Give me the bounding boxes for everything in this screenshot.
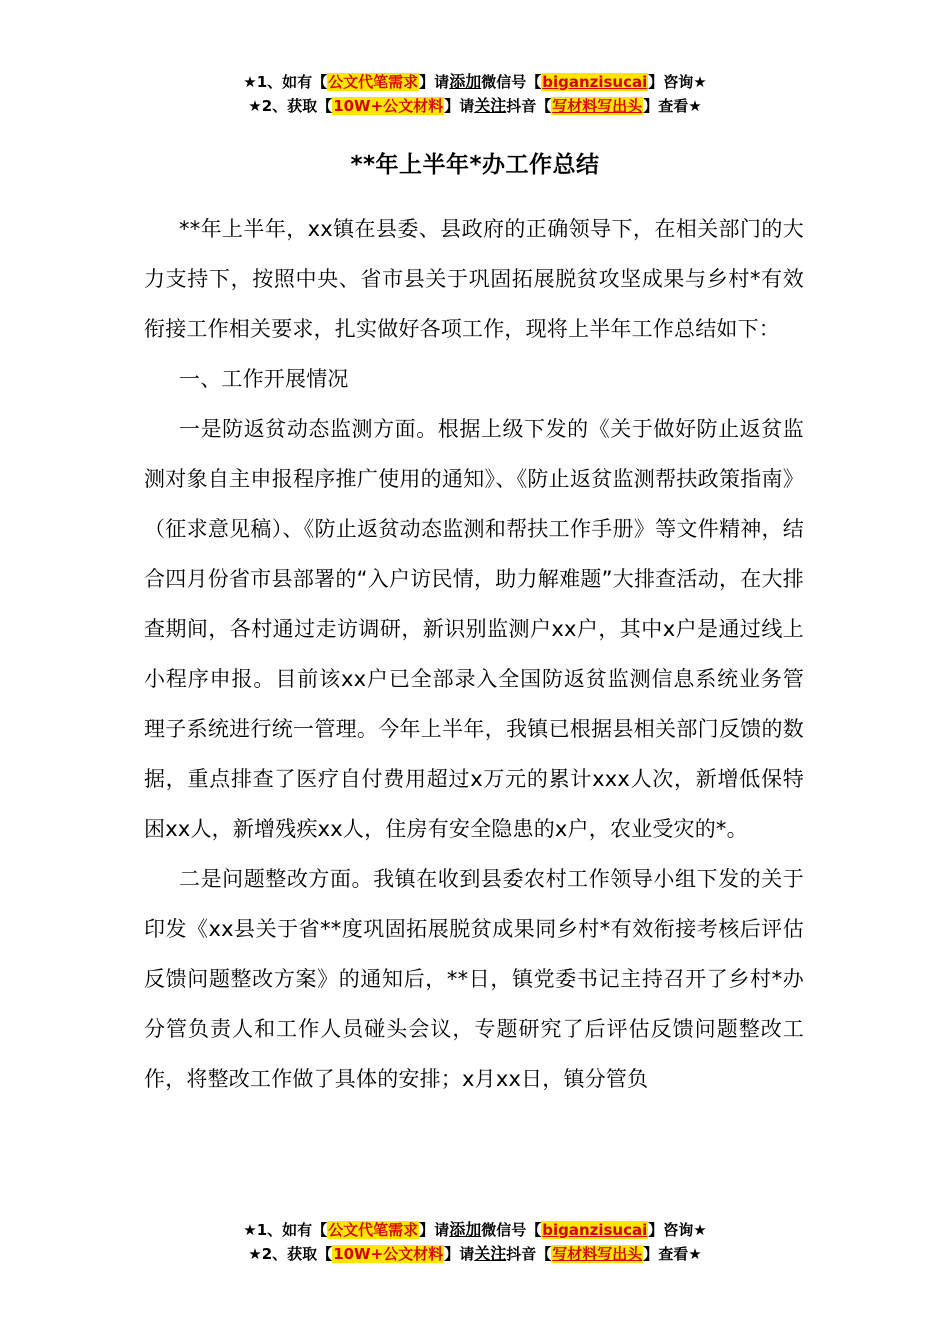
promo-text: ★2、获取【: [248, 97, 333, 115]
promo-highlight: 10W+公文材料: [333, 97, 444, 115]
document-body: [144, 204, 804, 1104]
promo-text: 微信号【: [481, 73, 542, 91]
promo-text: 抖音【: [506, 97, 552, 115]
promo-douyin-id: 写材料写出头: [552, 1245, 643, 1263]
promo-text: 】请: [444, 1245, 475, 1263]
promo-douyin-id: 写材料写出头: [552, 97, 643, 115]
promo-text: 抖音【: [506, 1245, 552, 1263]
promo-text: ★2、获取【: [248, 1245, 333, 1263]
promo-text: 】咨询★: [648, 1221, 707, 1239]
promo-text: ★1、如有【: [243, 73, 328, 91]
promo-emphasis: 添加: [449, 72, 482, 91]
promo-emphasis: 关注: [474, 1244, 507, 1263]
promo-highlight: 公文代笔需求: [328, 1221, 419, 1239]
promo-text: 】请: [444, 97, 475, 115]
promo-text: 】请: [419, 73, 450, 91]
monitoring-paragraph: 一是防返贫动态监测方面。根据上级下发的《关于做好防止返贫监测对象自主申报程序推广使用的通知》、《防止返贫监测帮扶政策指南》（征求意见稿）、《防止返贫动态监测和帮扶工作手册》等文件精神，结合四月份省市县部署的“入户访民情，助力解难题”大排查活动，在大排查期间，各村通过走访调研，新识别监测户xx户，其中x户是通过线上小程序申报。目前该xx户已全部录入全国防返贫监测信息系统业务管理子系统进行统一管理。今年上半年，我镇已根据县相关部门反馈的数据，重点排查了医疗自付费用超过x万元的累计xxx人次，新增低保特困xx人，新增残疾xx人，住房有安全隐患的x户，农业受灾的*。: [144, 417, 804, 841]
promo-text: 微信号【: [481, 1221, 542, 1239]
promo-line-1: [0, 70, 950, 94]
promo-highlight: 10W+公文材料: [333, 1245, 444, 1263]
promo-text: 】查看★: [643, 97, 702, 115]
section-heading: 一、工作开展情况: [179, 367, 349, 391]
footer-promo-banner: [0, 1218, 950, 1266]
header-promo-banner: [0, 70, 950, 118]
promo-text: 】请: [419, 1221, 450, 1239]
promo-text: 】查看★: [643, 1245, 702, 1263]
promo-line-2: [0, 94, 950, 118]
promo-highlight: 公文代笔需求: [328, 73, 419, 91]
promo-line-2: [0, 1242, 950, 1266]
promo-text: 】咨询★: [648, 73, 707, 91]
rectification-paragraph: 二是问题整改方面。我镇在收到县委农村工作领导小组下发的关于印发《xx县关于省**度巩固拓展脱贫成果同乡村*有效衔接考核后评估反馈问题整改方案》的通知后，**日，镇党委书记主持召开了乡村*办分管负责人和工作人员碰头会议，专题研究了后评估反馈问题整改工作，将整改工作做了具体的安排；x月xx日，镇分管负: [144, 867, 804, 1091]
promo-wechat-id: biganzisucai: [542, 73, 648, 91]
promo-text: ★1、如有【: [243, 1221, 328, 1239]
promo-line-1: [0, 1218, 950, 1242]
promo-wechat-id: biganzisucai: [542, 1221, 648, 1239]
intro-paragraph: **年上半年，xx镇在县委、县政府的正确领导下，在相关部门的大力支持下，按照中央、省市县关于巩固拓展脱贫攻坚成果与乡村*有效衔接工作相关要求，扎实做好各项工作，现将上半年工作总结如下：: [144, 217, 804, 341]
promo-emphasis: 添加: [449, 1220, 482, 1239]
promo-emphasis: 关注: [474, 96, 507, 115]
document-title: **年上半年*办工作总结: [350, 152, 600, 178]
